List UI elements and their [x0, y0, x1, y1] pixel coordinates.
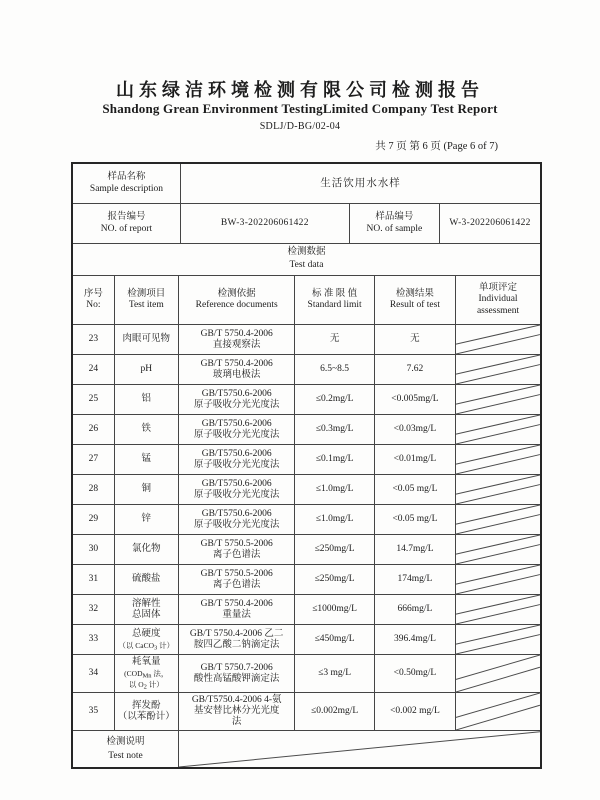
test-item-cell: 铜 — [114, 475, 178, 505]
diagonal-slash-icon — [456, 693, 540, 730]
row-number-cell: 31 — [73, 565, 114, 595]
test-item-cell: 挥发酚 （以苯酚计） — [114, 693, 178, 731]
standard-limit-cell: ≤450mg/L — [295, 625, 374, 655]
table-row — [73, 385, 540, 415]
standard-limit-cell: ≤0.1mg/L — [295, 445, 374, 475]
report-no-value: BW-3-202206061422 — [180, 204, 349, 244]
standard-limit-cell: 无 — [295, 325, 374, 355]
test-note-label-cn: 检测说明 — [106, 737, 145, 747]
standard-limit-cell: ≤250mg/L — [295, 535, 374, 565]
standard-limit-cell: ≤0.3mg/L — [295, 415, 374, 445]
document-code: SDLJ/D-BG/02-04 — [259, 121, 341, 132]
diagonal-slash-icon — [456, 505, 540, 534]
diagonal-slash-icon — [456, 325, 540, 354]
result-cell: 7.62 — [374, 355, 455, 385]
test-data-title-en: Test data — [289, 260, 324, 270]
reference-cell: GB/T5750.6-2006 原子吸收分光光度法 — [178, 415, 294, 445]
test-note-label-en: Test note — [108, 751, 143, 761]
row-number-cell: 24 — [73, 355, 114, 385]
table-row — [73, 505, 540, 535]
assessment-cell — [456, 505, 540, 535]
row-number-cell: 29 — [73, 505, 114, 535]
test-data-section-header — [73, 244, 540, 276]
assessment-cell — [456, 445, 540, 475]
assessment-cell — [456, 565, 540, 595]
diagonal-slash-icon — [456, 655, 540, 692]
reference-cell: GB/T 5750.5-2006 离子色谱法 — [178, 565, 294, 595]
assessment-cell — [456, 625, 540, 655]
col-header-assessment: 单项评定 Individual assessment — [456, 276, 540, 325]
table-row — [73, 355, 540, 385]
result-cell: 396.4mg/L — [374, 625, 455, 655]
table-row — [73, 625, 540, 655]
sample-description-label — [73, 164, 180, 204]
assessment-cell — [456, 355, 540, 385]
table-row — [73, 445, 540, 475]
assessment-cell — [456, 655, 540, 693]
reference-cell: GB/T5750.6-2006 原子吸收分光光度法 — [178, 505, 294, 535]
assessment-cell — [456, 693, 540, 731]
test-note-value-cell — [178, 731, 540, 768]
reference-cell: GB/T 5750.4-2006 重量法 — [178, 595, 294, 625]
table-row — [73, 535, 540, 565]
sample-description-value: 生活饮用水水样 — [180, 164, 540, 204]
row-number-cell: 25 — [73, 385, 114, 415]
diagonal-slash-icon — [456, 475, 540, 504]
standard-limit-cell: ≤250mg/L — [295, 565, 374, 595]
table-row — [73, 693, 540, 731]
report-title-en: Shandong Grean Environment TestingLimited Company Test Report — [102, 101, 498, 116]
sample-description-label-cn: 样品名称 — [107, 172, 146, 182]
table-row — [73, 475, 540, 505]
diagonal-slash-icon — [456, 625, 540, 654]
report-number-row — [73, 204, 540, 244]
result-cell: <0.03mg/L — [374, 415, 455, 445]
row-number-cell: 30 — [73, 535, 114, 565]
report-title-cn: 山东绿洁环境检测有限公司检测报告 — [116, 80, 484, 100]
column-header-row — [73, 276, 540, 325]
test-item-cell: 硫酸盐 — [114, 565, 178, 595]
test-note-label — [73, 731, 178, 768]
sample-info-table — [73, 164, 540, 244]
row-number-cell: 33 — [73, 625, 114, 655]
assessment-cell — [456, 325, 540, 355]
standard-limit-cell: ≤0.002mg/L — [295, 693, 374, 731]
reference-cell: GB/T5750.6-2006 原子吸收分光光度法 — [178, 385, 294, 415]
sample-no-value: W-3-202206061422 — [440, 204, 540, 244]
standard-limit-cell: ≤3 mg/L — [295, 655, 374, 693]
row-number-cell: 23 — [73, 325, 114, 355]
standard-limit-cell: ≤0.2mg/L — [295, 385, 374, 415]
result-cell: 14.7mg/L — [374, 535, 455, 565]
reference-cell: GB/T5750.6-2006 原子吸收分光光度法 — [178, 445, 294, 475]
col-header-no: 序号 No: — [73, 276, 114, 325]
diagonal-slash-icon — [456, 535, 540, 564]
reference-cell: GB/T5750.4-2006 4-氨 基安替比林分光光度 法 — [178, 693, 294, 731]
test-item-cell: 耗氧量 ($COD_{Mn}$ 法， 以 $O_2$ 计） — [114, 655, 178, 693]
col-header-test-item: 检测项目 Test item — [114, 276, 178, 325]
test-data-title-cn: 检测数据 — [287, 247, 326, 257]
page-number-line: 共 7 页 第 6 页 (Page 6 of 7) — [375, 141, 498, 152]
reference-cell: GB/T 5750.4-2006 乙二 胺四乙酸二钠滴定法 — [178, 625, 294, 655]
row-number-cell: 35 — [73, 693, 114, 731]
test-item-cell: 氯化物 — [114, 535, 178, 565]
test-item-cell: 铝 — [114, 385, 178, 415]
test-item-cell: 锌 — [114, 505, 178, 535]
result-cell: 666mg/L — [374, 595, 455, 625]
diagonal-slash-icon — [456, 595, 540, 624]
result-cell: <0.05 mg/L — [374, 505, 455, 535]
table-row — [73, 655, 540, 693]
table-row — [73, 415, 540, 445]
test-note-row — [73, 731, 540, 768]
result-cell: <0.002 mg/L — [374, 693, 455, 731]
diagonal-slash-icon — [456, 355, 540, 384]
test-item-cell: 锰 — [114, 445, 178, 475]
standard-limit-cell: 6.5~8.5 — [295, 355, 374, 385]
report-table — [71, 162, 542, 769]
row-number-cell: 27 — [73, 445, 114, 475]
diagonal-slash-icon — [456, 445, 540, 474]
col-header-standard-limit: 标 准 限 值 Standard limit — [295, 276, 374, 325]
row-number-cell: 26 — [73, 415, 114, 445]
sample-no-label-cn: 样品编号 — [375, 212, 414, 222]
assessment-cell — [456, 415, 540, 445]
sample-description-label-en: Sample description — [89, 183, 164, 194]
test-data-table — [73, 276, 540, 767]
col-header-result: 检测结果 Result of test — [374, 276, 455, 325]
diagonal-slash-icon — [456, 385, 540, 414]
report-no-label-cn: 报告编号 — [107, 212, 146, 222]
assessment-cell — [456, 385, 540, 415]
test-item-cell: 总硬度 （以 CaCO$_3$ 计） — [114, 625, 178, 655]
reference-cell: GB/T 5750.7-2006 酸性高锰酸钾滴定法 — [178, 655, 294, 693]
standard-limit-cell: ≤1.0mg/L — [295, 475, 374, 505]
diagonal-slash-icon — [456, 415, 540, 444]
diagonal-slash-icon — [456, 565, 540, 594]
table-row — [73, 325, 540, 355]
table-row — [73, 565, 540, 595]
test-item-cell: 溶解性 总固体 — [114, 595, 178, 625]
assessment-cell — [456, 595, 540, 625]
result-cell: 无 — [374, 325, 455, 355]
data-rows — [73, 325, 540, 731]
report-no-label-en: NO. of report — [100, 223, 153, 234]
test-item-cell: pH — [114, 355, 178, 385]
reference-cell: GB/T 5750.4-2006 直接观察法 — [178, 325, 294, 355]
test-item-cell: 铁 — [114, 415, 178, 445]
row-number-cell: 28 — [73, 475, 114, 505]
col-header-reference: 检测依据 Reference documents — [178, 276, 294, 325]
diagonal-slash-icon — [179, 731, 540, 767]
assessment-cell — [456, 535, 540, 565]
result-cell: <0.05 mg/L — [374, 475, 455, 505]
reference-cell: GB/T 5750.5-2006 离子色谱法 — [178, 535, 294, 565]
reference-cell: GB/T 5750.4-2006 玻璃电极法 — [178, 355, 294, 385]
result-cell: 174mg/L — [374, 565, 455, 595]
assessment-cell — [456, 475, 540, 505]
result-cell: <0.50mg/L — [374, 655, 455, 693]
sample-no-label — [349, 204, 439, 244]
standard-limit-cell: ≤1000mg/L — [295, 595, 374, 625]
report-no-label — [73, 204, 180, 244]
row-number-cell: 32 — [73, 595, 114, 625]
standard-limit-cell: ≤1.0mg/L — [295, 505, 374, 535]
result-cell: <0.01mg/L — [374, 445, 455, 475]
scan-edge-artifact — [0, 0, 12, 800]
result-cell: <0.005mg/L — [374, 385, 455, 415]
row-number-cell: 34 — [73, 655, 114, 693]
table-row — [73, 595, 540, 625]
reference-cell: GB/T5750.6-2006 原子吸收分光光度法 — [178, 475, 294, 505]
sample-no-label-en: NO. of sample — [366, 223, 423, 234]
test-item-cell: 肉眼可见物 — [114, 325, 178, 355]
sample-description-row — [73, 164, 540, 204]
